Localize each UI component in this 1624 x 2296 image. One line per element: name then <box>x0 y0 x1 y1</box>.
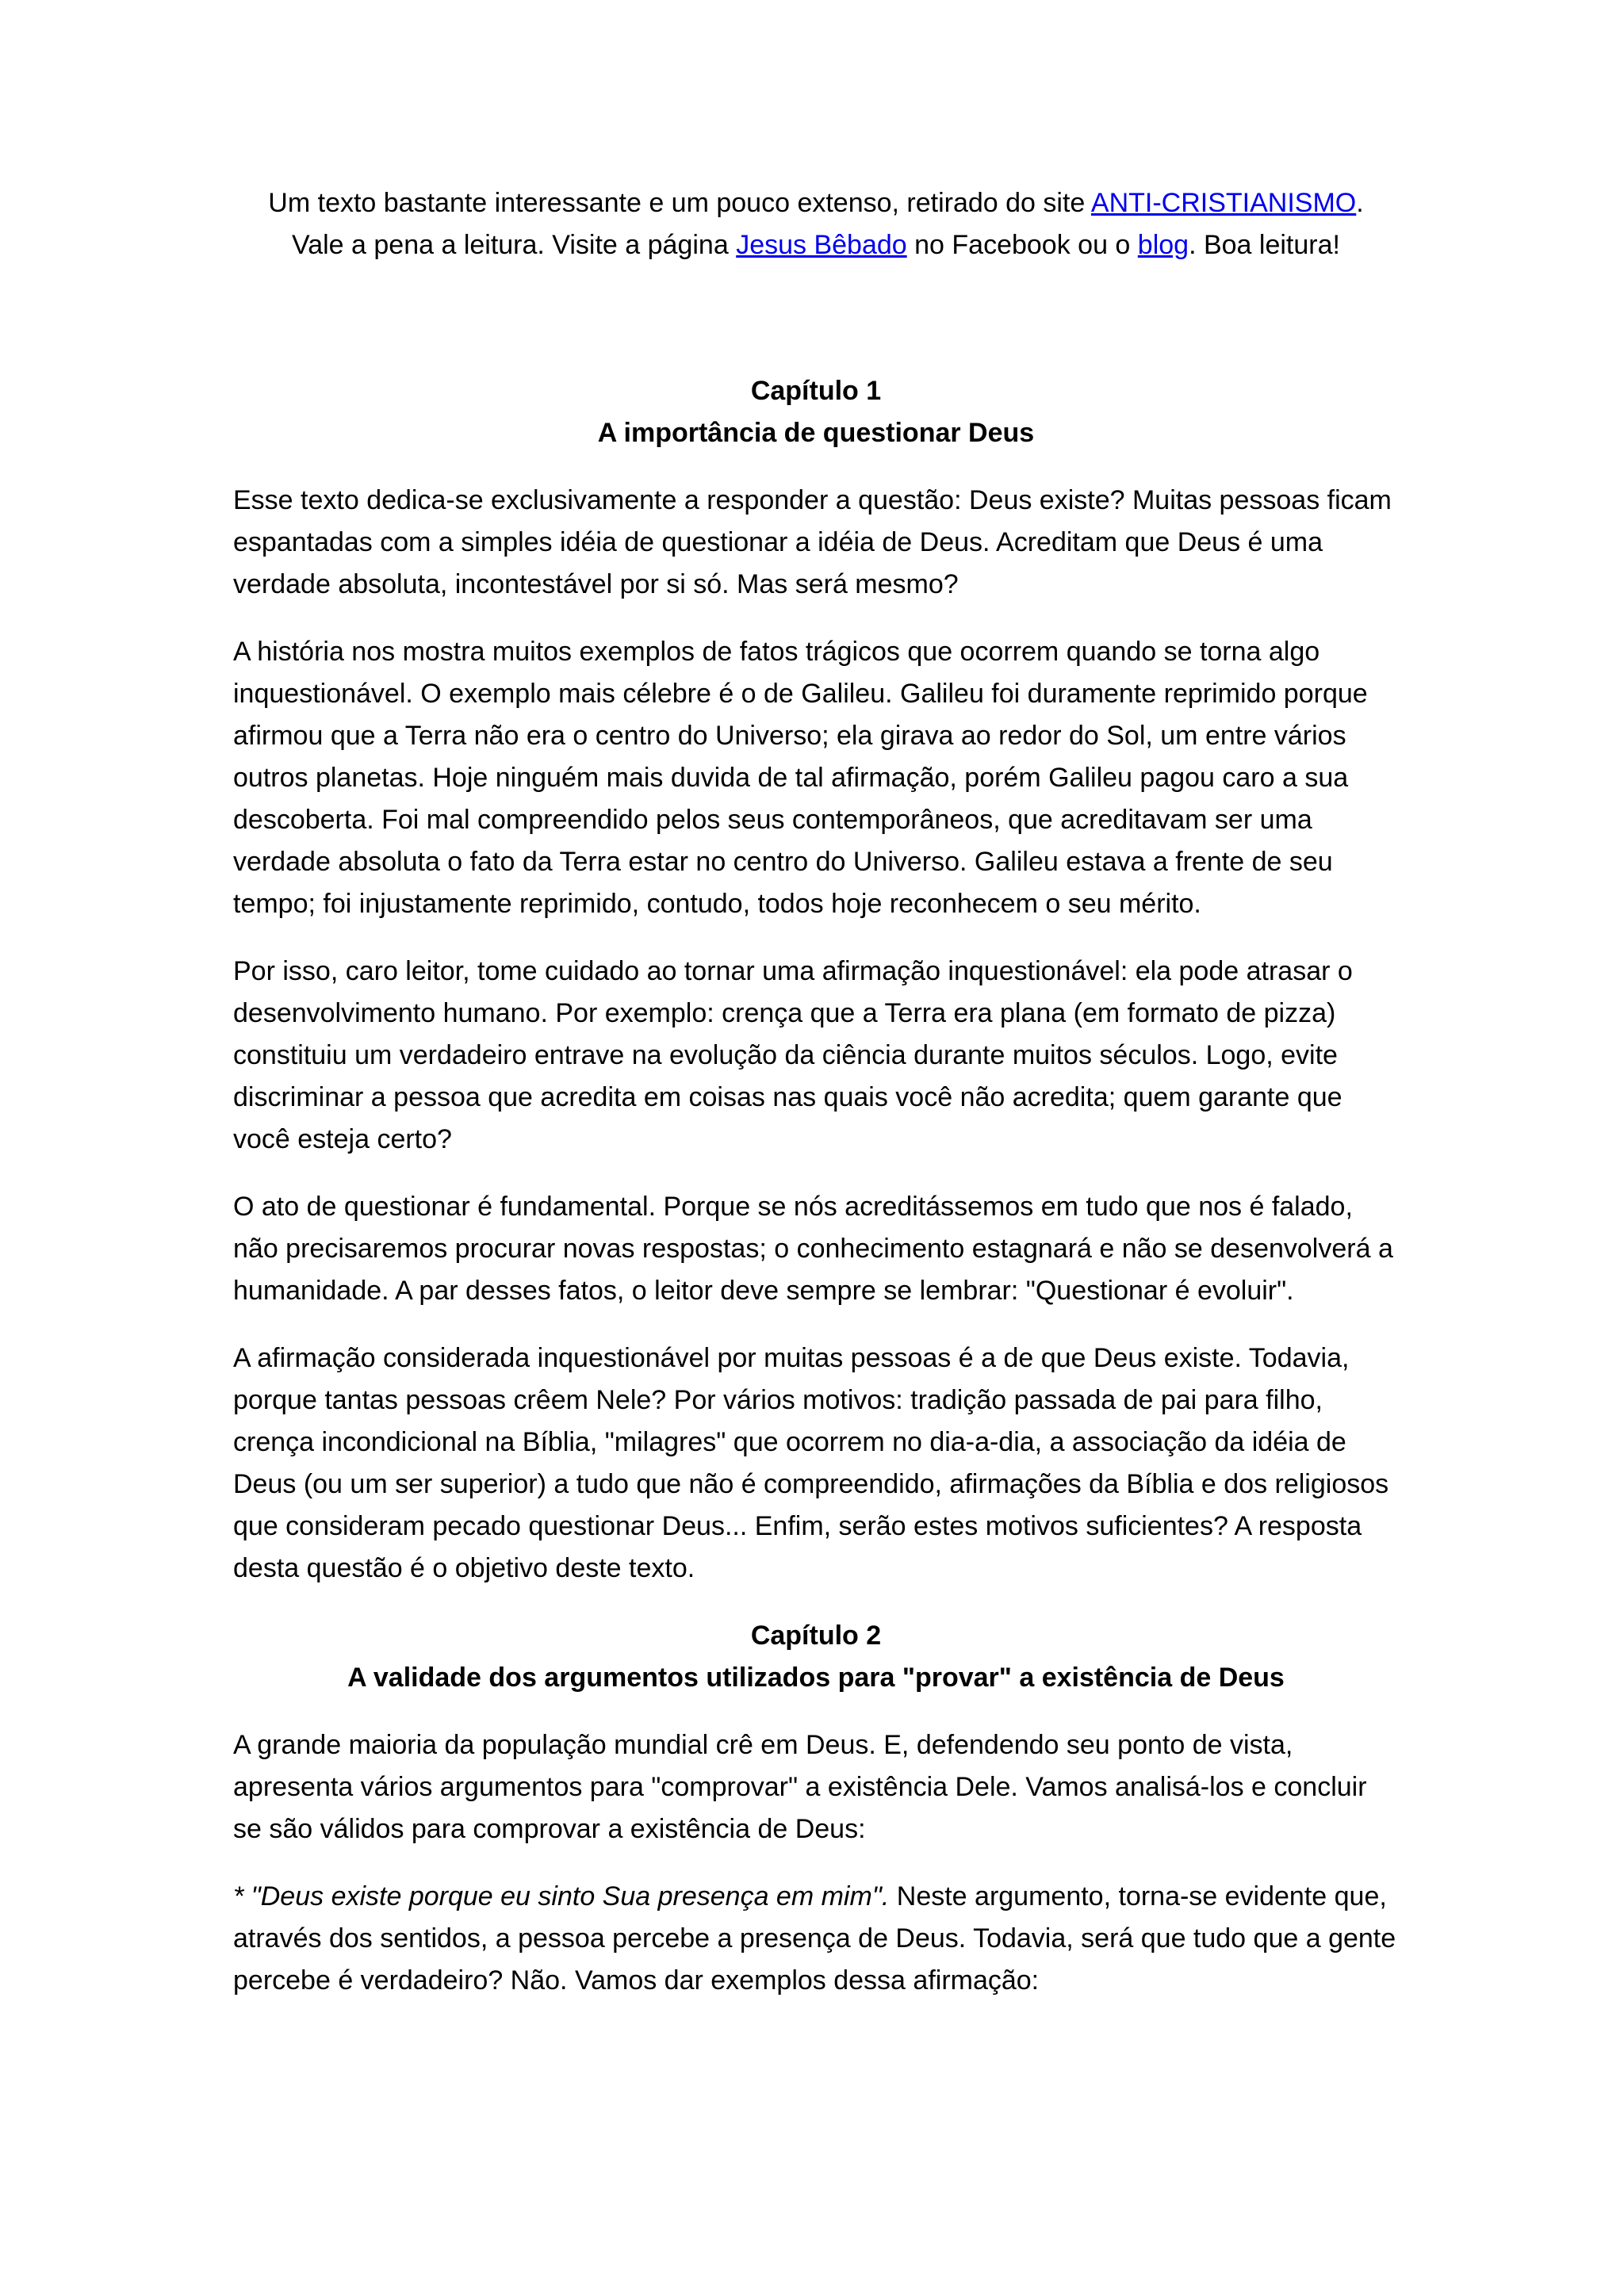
chapter-1-paragraph-2: A história nos mostra muitos exemplos de fatos trágicos que ocorrem quando se torna algo inquestionável. O exemplo mais célebre é o de Galileu. Galileu foi duramente reprimido porque afirmou que a Terra não era o centro do Universo; ela girava ao redor do Sol, um entre vários outros planetas. Hoje ninguém mais duvida de tal afirmação, porém Galileu pagou caro a sua descoberta. Foi mal compreendido pelos seus contemporâneos, que acreditavam ser uma verdade absoluta o fato da Terra estar no centro do Universo. Galileu estava a frente de seu tempo; foi injustamente reprimido, contudo, todos hoje reconhecem o seu mérito. <box>233 637 1368 919</box>
intro-line-2-text: Vale a pena a leitura. Visite a página <box>292 230 737 260</box>
chapter-1-paragraph-4: O ato de questionar é fundamental. Porque se nós acreditássemos em tudo que nos é falado, não precisaremos procurar novas respostas; o conhecimento estagnará e não se desenvolverá a humanidade. A par desses fatos, o leitor deve sempre se lembrar: "Questionar é evoluir". <box>233 1192 1393 1306</box>
intro-line-1 <box>233 182 1399 224</box>
intro-line-1-end: . <box>1356 188 1364 218</box>
chapter-1-paragraph-1: Esse texto dedica-se exclusivamente a responder a questão: Deus existe? Muitas pessoas ficam espantadas com a simples idéia de questionar a idéia de Deus. Acreditam que Deus é uma verdade absoluta, incontestável por si só. Mas será mesmo? <box>233 485 1392 599</box>
jesus-bebado-link[interactable]: Jesus Bêbado <box>736 230 907 260</box>
argument-quote: * "Deus existe porque eu sinto Sua presença em mim". <box>233 1881 890 1911</box>
anti-cristianismo-link[interactable]: ANTI-CRISTIANISMO <box>1090 188 1357 218</box>
chapter-1-heading <box>233 370 1399 454</box>
intro-line-2 <box>233 224 1399 266</box>
chapter-2-paragraph-2-text: Neste argumento, torna-se evidente que, através dos sentidos, a pessoa percebe a presença de Deus. Todavia, será que tudo que a gente percebe é verdadeiro? Não. Vamos dar exemplos dessa afirmação: <box>233 1881 1396 1996</box>
blog-link[interactable]: blog <box>1137 230 1189 260</box>
chapter-1-number: Capítulo 1 <box>750 376 882 406</box>
chapter-2-heading <box>233 1615 1399 1699</box>
chapter-2-paragraph-1: A grande maioria da população mundial crê em Deus. E, defendendo seu ponto de vista, apresenta vários argumentos para "comprovar" a existência Dele. Vamos analisá-los e concluir se são válidos para comprovar a existência de Deus: <box>233 1730 1367 1844</box>
document-page <box>233 182 1399 2002</box>
chapter-1-paragraph-3: Por isso, caro leitor, tome cuidado ao tornar uma afirmação inquestionável: ela pode atrasar o desenvolvimento humano. Por exemplo: crença que a Terra era plana (em formato de pizza) constituiu um verdadeiro entrave na evolução da ciência durante muitos séculos. Logo, evite discriminar a pessoa que acredita em coisas nas quais você não acredita; quem garante que você esteja certo? <box>233 956 1353 1154</box>
chapter-1-paragraph-5: A afirmação considerada inquestionável por muitas pessoas é a de que Deus existe. Todavia, porque tantas pessoas crêem Nele? Por vários motivos: tradição passada de pai para filho, crença incondicional na Bíblia, "milagres" que ocorrem no dia-a-dia, a associação da idéia de Deus (ou um ser superior) a tudo que não é compreendido, afirmações da Bíblia e dos religiosos que consideram pecado questionar Deus... Enfim, serão estes motivos suficientes? A resposta desta questão é o objetivo deste texto. <box>233 1343 1389 1583</box>
intro-block <box>233 182 1399 266</box>
chapter-2-title: A validade dos argumentos utilizados para "provar" a existência de Deus <box>347 1663 1285 1693</box>
chapter-2-number: Capítulo 2 <box>750 1621 882 1651</box>
intro-line-2-end: . Boa leitura! <box>1189 230 1340 260</box>
intro-line-1-text: Um texto bastante interessante e um pouco extenso, retirado do site <box>268 188 1091 218</box>
chapter-1-title: A importância de questionar Deus <box>597 418 1035 448</box>
chapter-2-paragraph-2 <box>233 1876 1399 2002</box>
intro-line-2-mid: no Facebook ou o <box>906 230 1138 260</box>
